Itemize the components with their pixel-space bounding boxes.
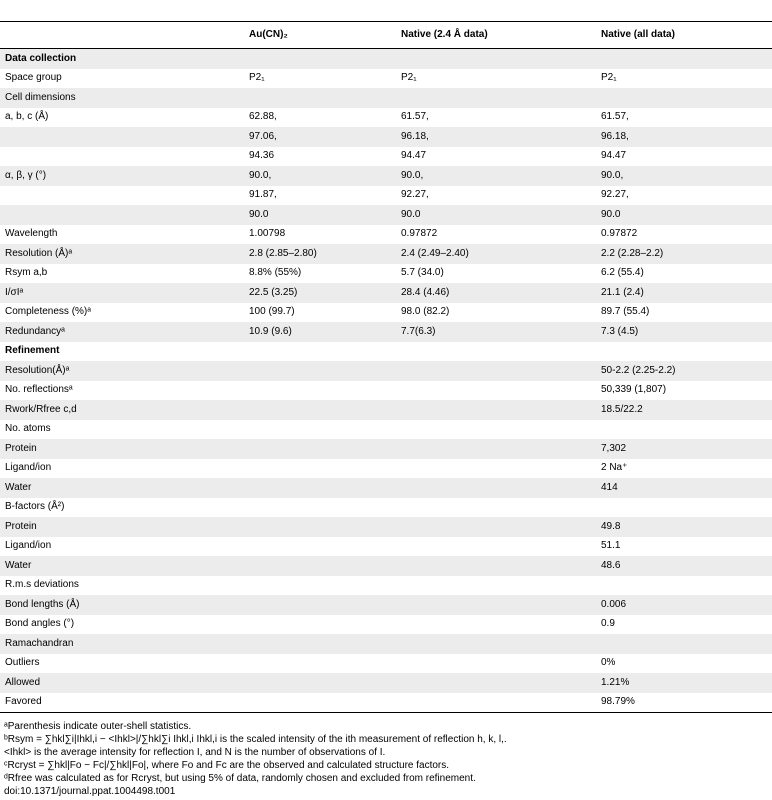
table-cell bbox=[396, 381, 596, 401]
table-cell: 1.00798 bbox=[244, 225, 396, 245]
row-label bbox=[0, 127, 244, 147]
row-label: Ligand/ion bbox=[0, 459, 244, 479]
row-label: I/σIᵃ bbox=[0, 283, 244, 303]
table-cell bbox=[244, 400, 396, 420]
column-header: Au(CN)₂ bbox=[244, 22, 396, 49]
table-cell: 100 (99.7) bbox=[244, 303, 396, 323]
table-cell bbox=[244, 381, 396, 401]
table-cell bbox=[244, 537, 396, 557]
table-cell: 98.0 (82.2) bbox=[396, 303, 596, 323]
row-label bbox=[0, 186, 244, 206]
table-cell bbox=[396, 420, 596, 440]
table-cell: 98.79% bbox=[596, 693, 772, 713]
table-cell: P2₁ bbox=[244, 69, 396, 89]
table-cell bbox=[244, 498, 396, 518]
column-header bbox=[0, 22, 244, 49]
row-label: Completeness (%)ᵃ bbox=[0, 303, 244, 323]
table-row bbox=[0, 244, 772, 264]
table-cell bbox=[396, 361, 596, 381]
row-label: Protein bbox=[0, 517, 244, 537]
table-cell bbox=[396, 654, 596, 674]
row-label: Outliers bbox=[0, 654, 244, 674]
table-cell: 90.0 bbox=[244, 205, 396, 225]
table-row bbox=[0, 634, 772, 654]
column-header: Native (all data) bbox=[596, 22, 772, 49]
table-cell: 21.1 (2.4) bbox=[596, 283, 772, 303]
table-cell: 96.18, bbox=[596, 127, 772, 147]
table-cell: 0.97872 bbox=[396, 225, 596, 245]
table-cell: 7.7(6.3) bbox=[396, 322, 596, 342]
table-row bbox=[0, 108, 772, 128]
table-row bbox=[0, 400, 772, 420]
table-cell bbox=[396, 439, 596, 459]
table-row bbox=[0, 147, 772, 167]
table-cell bbox=[596, 420, 772, 440]
table-cell bbox=[244, 439, 396, 459]
footnote: doi:10.1371/journal.ppat.1004498.t001 bbox=[4, 786, 176, 797]
table-cell: 414 bbox=[596, 478, 772, 498]
row-label: Rsym a,b bbox=[0, 264, 244, 284]
table-cell: 62.88, bbox=[244, 108, 396, 128]
table-cell bbox=[244, 654, 396, 674]
row-label: Refinement bbox=[0, 342, 244, 362]
table-cell bbox=[396, 673, 596, 693]
table-cell bbox=[244, 634, 396, 654]
table-cell: 8.8% (55%) bbox=[244, 264, 396, 284]
table-cell bbox=[596, 49, 772, 69]
footnote: ᶜRcryst = ∑hkl|Fo − Fc|/∑hkl|Fo|, where Fo and Fc are the observed and calculated structure factors. bbox=[4, 760, 450, 771]
table-cell: 0.9 bbox=[596, 615, 772, 635]
table-cell: 10.9 (9.6) bbox=[244, 322, 396, 342]
table-row bbox=[0, 186, 772, 206]
table-row bbox=[0, 517, 772, 537]
table-cell bbox=[396, 693, 596, 713]
table-cell bbox=[244, 517, 396, 537]
table-cell: P2₁ bbox=[596, 69, 772, 89]
column-header: Native (2.4 Å data) bbox=[396, 22, 596, 49]
table-cell bbox=[396, 634, 596, 654]
table-cell bbox=[396, 49, 596, 69]
table-cell bbox=[596, 88, 772, 108]
row-label: Cell dimensions bbox=[0, 88, 244, 108]
table-cell bbox=[244, 673, 396, 693]
table-row bbox=[0, 673, 772, 693]
row-label: Data collection bbox=[0, 49, 244, 69]
table-cell: 90.0, bbox=[396, 166, 596, 186]
table-row bbox=[0, 303, 772, 323]
table-cell bbox=[244, 342, 396, 362]
table-row bbox=[0, 498, 772, 518]
table-row bbox=[0, 205, 772, 225]
table-cell bbox=[244, 49, 396, 69]
table-cell: 90.0, bbox=[244, 166, 396, 186]
table-cell: 2.4 (2.49–2.40) bbox=[396, 244, 596, 264]
table-cell: 89.7 (55.4) bbox=[596, 303, 772, 323]
row-label: Redundancyᵃ bbox=[0, 322, 244, 342]
row-label: Ligand/ion bbox=[0, 537, 244, 557]
row-label: Wavelength bbox=[0, 225, 244, 245]
footnote: ᵇRsym = ∑hkl∑i|Ihkl,i − <Ihkl>|/∑hkl∑i Ihkl,i Ihkl,i is the scaled intensity of the ith measurement of reflection h, k, l,. bbox=[4, 734, 507, 745]
table-cell bbox=[244, 615, 396, 635]
row-label: Resolution(Å)ᵃ bbox=[0, 361, 244, 381]
table-cell: 94.47 bbox=[596, 147, 772, 167]
row-label: No. atoms bbox=[0, 420, 244, 440]
table-row bbox=[0, 439, 772, 459]
table-cell bbox=[396, 576, 596, 596]
table-cell bbox=[596, 498, 772, 518]
table-row bbox=[0, 381, 772, 401]
table-cell bbox=[244, 459, 396, 479]
table-cell: 94.36 bbox=[244, 147, 396, 167]
table-cell bbox=[596, 576, 772, 596]
table-cell: 7.3 (4.5) bbox=[596, 322, 772, 342]
table-cell bbox=[396, 595, 596, 615]
table-cell bbox=[244, 478, 396, 498]
table-cell: 2.8 (2.85–2.80) bbox=[244, 244, 396, 264]
table-row bbox=[0, 127, 772, 147]
table-cell: 50,339 (1,807) bbox=[596, 381, 772, 401]
table-cell bbox=[244, 595, 396, 615]
table-cell bbox=[596, 634, 772, 654]
table-row bbox=[0, 225, 772, 245]
table-cell: 50-2.2 (2.25-2.2) bbox=[596, 361, 772, 381]
table-row bbox=[0, 361, 772, 381]
row-label: Rwork/Rfree c,d bbox=[0, 400, 244, 420]
table-cell: 90.0 bbox=[596, 205, 772, 225]
table-row bbox=[0, 88, 772, 108]
table-cell: 91.87, bbox=[244, 186, 396, 206]
table-cell: 61.57, bbox=[396, 108, 596, 128]
table-cell bbox=[244, 693, 396, 713]
row-label: Space group bbox=[0, 69, 244, 89]
table-row bbox=[0, 693, 772, 713]
header-row bbox=[0, 22, 772, 49]
table-row bbox=[0, 322, 772, 342]
table-row bbox=[0, 49, 772, 69]
table-cell: 5.7 (34.0) bbox=[396, 264, 596, 284]
table-cell bbox=[396, 556, 596, 576]
table-cell bbox=[596, 342, 772, 362]
table-cell: 28.4 (4.46) bbox=[396, 283, 596, 303]
row-label: Bond lengths (Å) bbox=[0, 595, 244, 615]
footnote: ᵈRfree was calculated as for Rcryst, but using 5% of data, randomly chosen and excluded from refinement. bbox=[4, 773, 476, 784]
table-cell: 2.2 (2.28–2.2) bbox=[596, 244, 772, 264]
table-cell bbox=[396, 400, 596, 420]
table-cell bbox=[396, 459, 596, 479]
row-label: No. reflectionsᵃ bbox=[0, 381, 244, 401]
table-row bbox=[0, 342, 772, 362]
row-label: Allowed bbox=[0, 673, 244, 693]
table-row bbox=[0, 459, 772, 479]
table-row bbox=[0, 264, 772, 284]
table-row bbox=[0, 556, 772, 576]
table-cell: 18.5/22.2 bbox=[596, 400, 772, 420]
table-cell bbox=[244, 88, 396, 108]
table-cell: 6.2 (55.4) bbox=[596, 264, 772, 284]
table-cell: 7,302 bbox=[596, 439, 772, 459]
table-cell: 94.47 bbox=[396, 147, 596, 167]
table-cell: 22.5 (3.25) bbox=[244, 283, 396, 303]
table-cell bbox=[396, 88, 596, 108]
table-cell bbox=[396, 478, 596, 498]
table-cell: P2₁ bbox=[396, 69, 596, 89]
table-row bbox=[0, 595, 772, 615]
row-label bbox=[0, 147, 244, 167]
table-row bbox=[0, 478, 772, 498]
table-row bbox=[0, 537, 772, 557]
table-row bbox=[0, 654, 772, 674]
footnote: ᵃParenthesis indicate outer-shell statistics. bbox=[4, 721, 192, 732]
table-cell bbox=[396, 537, 596, 557]
table-cell: 96.18, bbox=[396, 127, 596, 147]
table-cell bbox=[396, 615, 596, 635]
row-label: a, b, c (Å) bbox=[0, 108, 244, 128]
table-cell bbox=[244, 361, 396, 381]
row-label: B-factors (Å²) bbox=[0, 498, 244, 518]
table-cell: 0.006 bbox=[596, 595, 772, 615]
row-label: Water bbox=[0, 478, 244, 498]
table-body bbox=[0, 49, 772, 713]
table-cell: 92.27, bbox=[396, 186, 596, 206]
table-cell bbox=[396, 498, 596, 518]
row-label: Water bbox=[0, 556, 244, 576]
table-row bbox=[0, 576, 772, 596]
table-cell: 51.1 bbox=[596, 537, 772, 557]
row-label: Bond angles (°) bbox=[0, 615, 244, 635]
table-row bbox=[0, 69, 772, 89]
row-label: Favored bbox=[0, 693, 244, 713]
table-cell: 0.97872 bbox=[596, 225, 772, 245]
table-cell: 90.0 bbox=[396, 205, 596, 225]
table-row bbox=[0, 283, 772, 303]
data-table bbox=[0, 21, 772, 713]
table-cell: 92.27, bbox=[596, 186, 772, 206]
table-cell: 48.6 bbox=[596, 556, 772, 576]
table-cell: 90.0, bbox=[596, 166, 772, 186]
table-cell bbox=[244, 576, 396, 596]
footnotes bbox=[4, 720, 768, 798]
table-row bbox=[0, 166, 772, 186]
table-cell bbox=[396, 517, 596, 537]
table-cell: 97.06, bbox=[244, 127, 396, 147]
row-label: α, β, γ (°) bbox=[0, 166, 244, 186]
table-cell: 1.21% bbox=[596, 673, 772, 693]
table-cell: 0% bbox=[596, 654, 772, 674]
table-cell: 2 Na⁺ bbox=[596, 459, 772, 479]
table-cell: 49.8 bbox=[596, 517, 772, 537]
row-label: Protein bbox=[0, 439, 244, 459]
row-label: Ramachandran bbox=[0, 634, 244, 654]
row-label bbox=[0, 205, 244, 225]
footnote: <Ihkl> is the average intensity for reflection I, and N is the number of observations of I. bbox=[4, 747, 386, 758]
row-label: R.m.s deviations bbox=[0, 576, 244, 596]
table-cell bbox=[244, 420, 396, 440]
row-label: Resolution (Å)ᵃ bbox=[0, 244, 244, 264]
table-row bbox=[0, 420, 772, 440]
table-cell bbox=[396, 342, 596, 362]
table-row bbox=[0, 615, 772, 635]
table-cell: 61.57, bbox=[596, 108, 772, 128]
table-cell bbox=[244, 556, 396, 576]
